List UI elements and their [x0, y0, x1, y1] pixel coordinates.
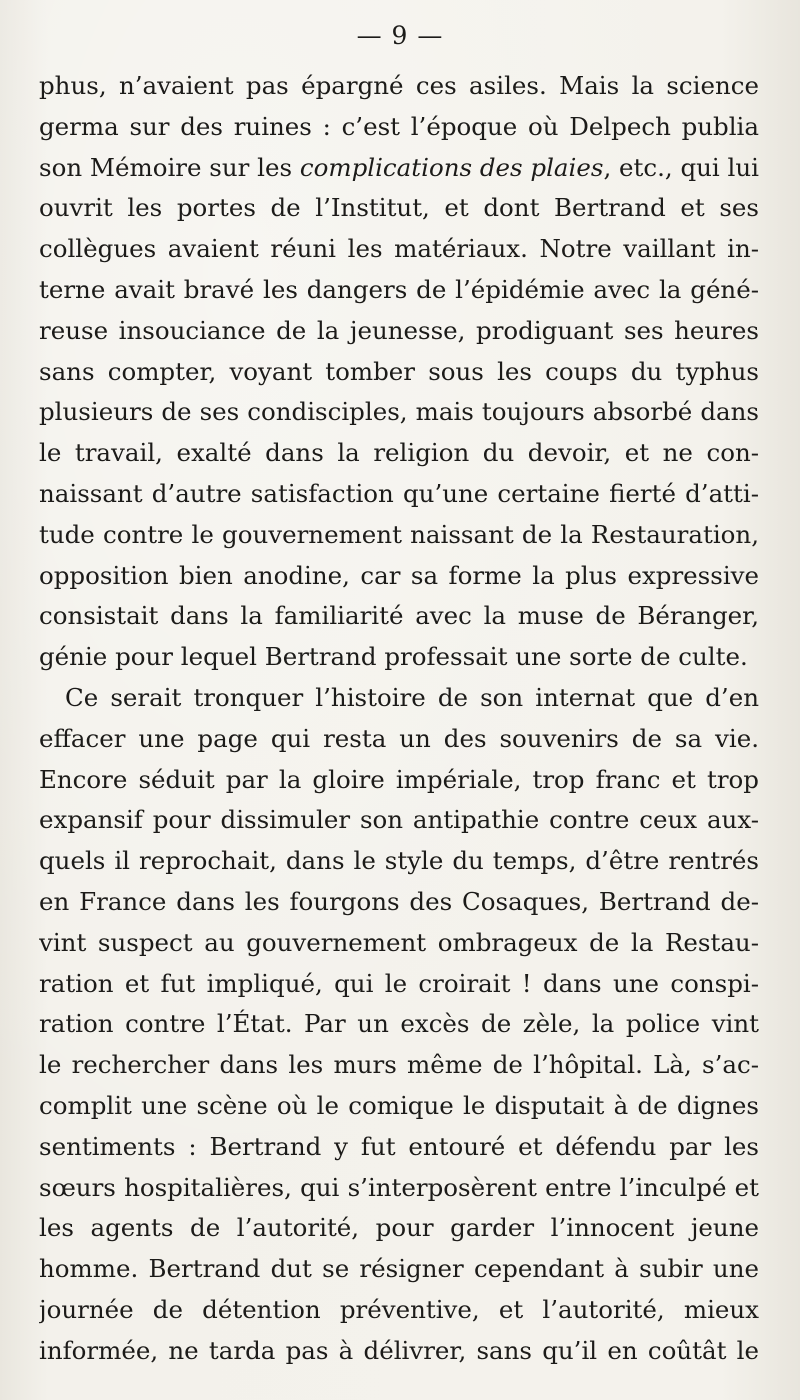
text-line: génie pour lequel Bertrand professait une sorte de culte. [39, 642, 748, 672]
text-line: tude contre le gouvernement naissant de la Restauration, [39, 519, 759, 549]
text-line: Ce serait tronquer l’histoire de son internat que d’en [65, 682, 759, 712]
text-line: les agents de l’autorité, pour garder l’innocent jeune [39, 1213, 759, 1243]
text-line: sœurs hospitalières, qui s’interposèrent entre l’inculpé et [39, 1172, 759, 1202]
text-line: consistait dans la familiarité avec la muse de Béranger, [39, 601, 759, 631]
text-line: ration contre l’État. Par un excès de zèle, la police vint [39, 1009, 759, 1039]
text-line: effacer une page qui resta un des souvenirs de sa vie. [39, 723, 759, 753]
text-span: , etc., qui lui [603, 152, 759, 182]
paragraph-2 [39, 678, 759, 1372]
text-line: en France dans les fourgons des Cosaques, Bertrand de- [39, 886, 759, 916]
paragraph-1 [39, 66, 759, 678]
text-line: ouvrit les portes de l’Institut, et dont Bertrand et ses [39, 193, 759, 223]
text-line: reuse insouciance de la jeunesse, prodiguant ses heures [39, 315, 759, 345]
text-line: informée, ne tarda pas à délivrer, sans qu’il en coûtât le [39, 1335, 759, 1365]
italic-title: complications des plaies [299, 152, 604, 182]
text-line: sentiments : Bertrand y fut entouré et défendu par les [39, 1131, 759, 1161]
text-line [39, 148, 759, 189]
text-line: le travail, exalté dans la religion du devoir, et ne con- [39, 438, 759, 468]
text-line: plusieurs de ses condisciples, mais toujours absorbé dans [39, 397, 759, 427]
text-line: vint suspect au gouvernement ombrageux de la Restau- [39, 927, 759, 957]
text-line: quels il reprochait, dans le style du temps, d’être rentrés [39, 846, 759, 876]
text-line: collègues avaient réuni les matériaux. Notre vaillant in- [39, 234, 759, 264]
text-line: le rechercher dans les murs même de l’hôpital. Là, s’ac- [39, 1050, 759, 1080]
text-line: opposition bien anodine, car sa forme la plus expressive [39, 560, 759, 590]
text-line: complit une scène où le comique le disputait à de dignes [39, 1090, 759, 1120]
text-line: homme. Bertrand dut se résigner cependant à subir une [39, 1254, 759, 1284]
body-text [39, 66, 759, 1372]
text-line: journée de détention préventive, et l’autorité, mieux [39, 1294, 759, 1324]
text-line: terne avait bravé les dangers de l’épidémie avec la géné- [39, 274, 759, 304]
text-line: naissant d’autre satisfaction qu’une certaine fierté d’atti- [39, 478, 759, 508]
text-line: expansif pour dissimuler son antipathie contre ceux aux- [39, 805, 759, 835]
page-number: — 9 — [356, 21, 444, 50]
text-line: ration et fut impliqué, qui le croirait ! dans une conspi- [39, 968, 759, 998]
text-line: sans compter, voyant tomber sous les coups du typhus [39, 356, 759, 386]
text-span: son Mémoire sur les [39, 152, 300, 182]
text-line: germa sur des ruines : c’est l’époque où Delpech publia [39, 111, 759, 141]
text-line: phus, n’avaient pas épargné ces asiles. Mais la science [39, 71, 759, 100]
text-line: Encore séduit par la gloire impériale, trop franc et trop [39, 764, 759, 794]
